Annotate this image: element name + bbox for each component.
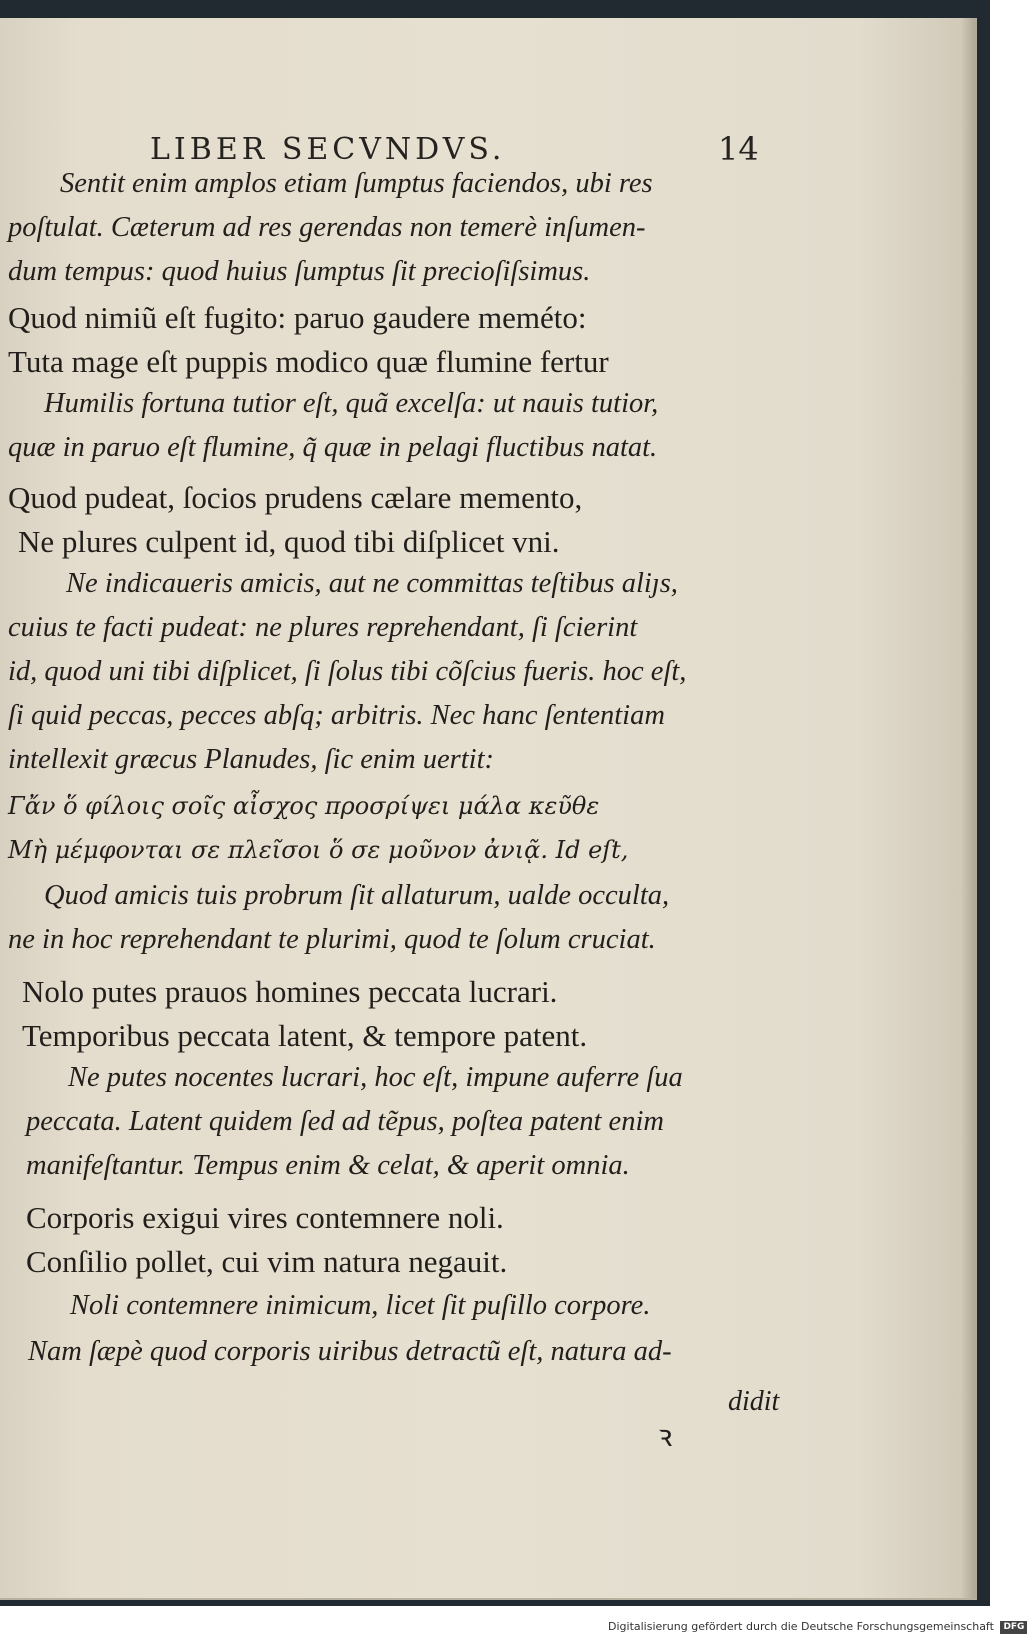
- line-1: Sentit enim amplos etiam ſumptus faciendos, ubi res: [60, 168, 653, 199]
- line-7: quæ in paruo eſt flumine, q̃ quæ in pelagi fluctibus natat.: [8, 432, 658, 463]
- book-page: [0, 18, 977, 1600]
- line-13: ſi quid peccas, pecces abſq; arbitris. Nec hanc ſententiam: [8, 700, 665, 731]
- line-15: Γἄν ὅ φίλοις σοῖς αἶσχος προσρίψει μάλα κεῦθε: [8, 792, 600, 820]
- line-3: dum tempus: quod huius ſumptus ſit precioſiſsimus.: [8, 256, 591, 287]
- digitization-footer: [608, 1620, 1027, 1634]
- line-21: Ne putes nocentes lucrari, hoc eſt, impune auferre ſua: [68, 1062, 683, 1093]
- dfg-logo: DFG: [1000, 1621, 1027, 1634]
- line-24: Corporis exigui vires contemnere noli.: [26, 1200, 504, 1235]
- line-23: manifeſtantur. Tempus enim & celat, & aperit omnia.: [26, 1150, 630, 1181]
- line-26: Noli contemnere inimicum, licet ſit puſillo corpore.: [70, 1290, 651, 1321]
- line-27: Nam ſæpè quod corporis uiribus detractũ eſt, natura ad-: [28, 1336, 672, 1367]
- line-17: Quod amicis tuis probrum ſit allaturum, ualde occulta,: [44, 880, 670, 911]
- running-header: LIBER SECVNDVS.: [150, 132, 506, 167]
- catchword: didit: [728, 1386, 780, 1417]
- signature-mark: ꝛ: [658, 1419, 673, 1454]
- line-10: Ne indicaueris amicis, aut ne committas teſtibus aliȷs,: [66, 568, 678, 599]
- line-25: Conſilio pollet, cui vim natura negauit.: [26, 1244, 508, 1279]
- line-11: cuius te facti pudeat: ne plures reprehendant, ſi ſcierint: [8, 612, 638, 643]
- line-22: peccata. Latent quidem ſed ad tẽpus, poſtea patent enim: [26, 1106, 664, 1137]
- line-16: Μὴ μέμφονται σε πλεῖσοι ὅ σε μοῦνον ἀνιᾷ. Id eſt,: [8, 836, 629, 864]
- line-12: id, quod uni tibi diſplicet, ſi ſolus tibi cõſcius fueris. hoc eſt,: [8, 656, 687, 687]
- footer-text: Digitalisierung gefördert durch die Deutsche Forschungsgemeinschaft: [608, 1620, 994, 1633]
- line-2: poſtulat. Cæterum ad res gerendas non temerè inſumen-: [8, 212, 646, 243]
- line-6: Humilis fortuna tutior eſt, quã excelſa: ut nauis tutior,: [44, 388, 659, 419]
- page-number: 14: [718, 130, 759, 168]
- line-18: ne in hoc reprehendant te plurimi, quod te ſolum cruciat.: [8, 924, 656, 955]
- page-edge-shadow: [961, 18, 975, 1598]
- line-19: Nolo putes prauos homines peccata lucrari.: [22, 974, 558, 1009]
- line-14: intellexit græcus Planudes, ſic enim uertit:: [8, 744, 494, 775]
- line-5: Tuta mage eſt puppis modico quæ flumine fertur: [8, 344, 609, 379]
- line-8: Quod pudeat, ſocios prudens cælare memento,: [8, 480, 583, 515]
- line-4: Quod nimiũ eſt fugito: paruo gaudere meméto:: [8, 300, 587, 335]
- line-20: Temporibus peccata latent, & tempore patent.: [22, 1018, 588, 1053]
- line-9: Ne plures culpent id, quod tibi diſplicet vni.: [18, 524, 560, 559]
